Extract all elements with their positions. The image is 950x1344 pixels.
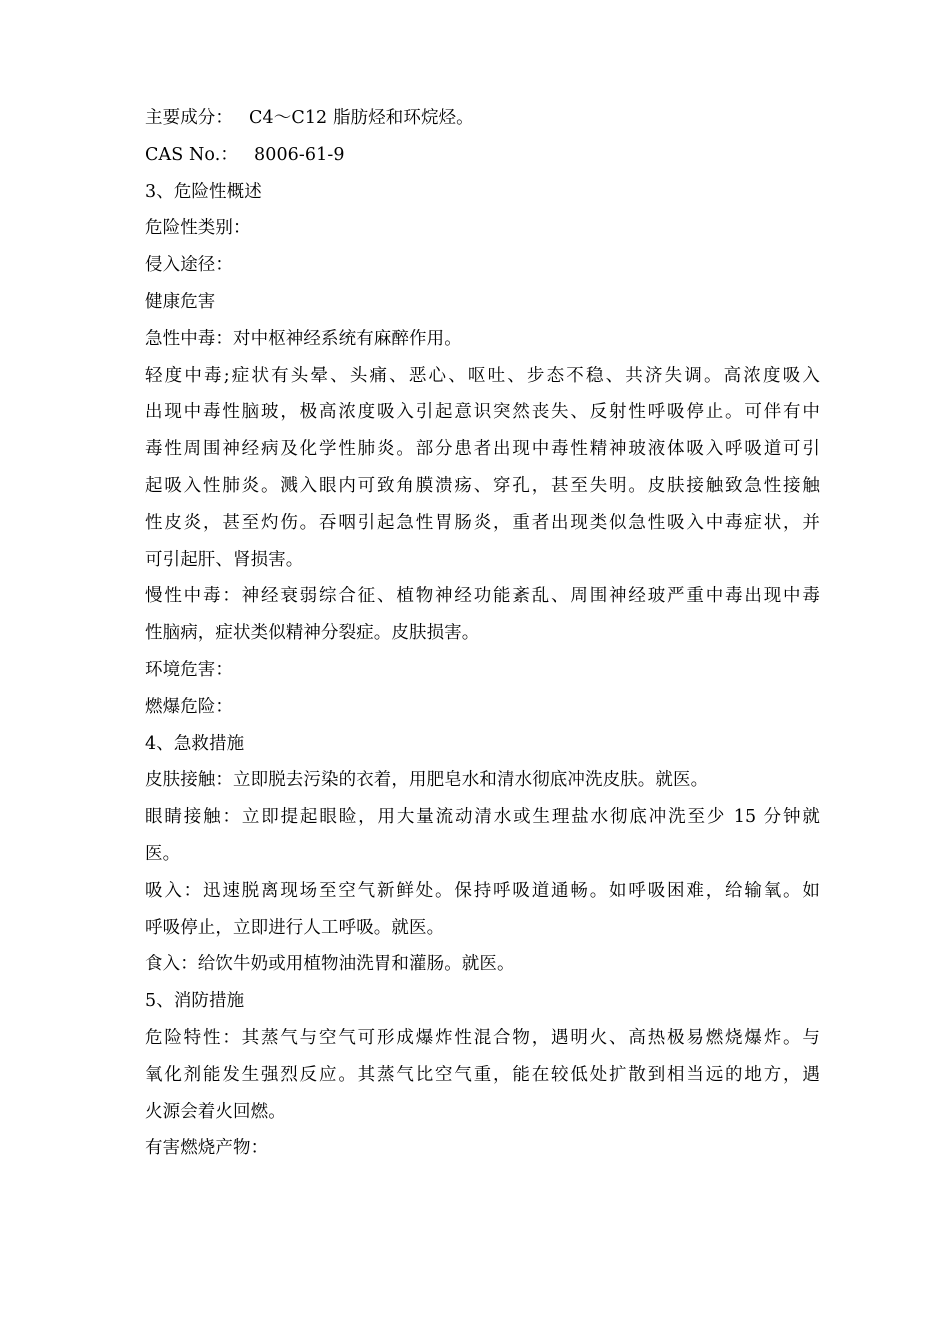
ingestion: 食入：给饮牛奶或用植物油洗胃和灌肠。就医。: [145, 954, 515, 975]
document-page: [145, 100, 820, 1167]
explosion-hazard: 燃爆危险：: [145, 696, 233, 717]
combustion-products: 有害燃烧产物：: [145, 1138, 269, 1159]
mild-poisoning-line: 轻度中毒;症状有头晕、头痛、恶心、呕吐、步态不稳、共济失调。高浓度吸入: [145, 365, 820, 386]
cas-label: CAS No.：: [145, 144, 238, 165]
skin-contact: 皮肤接触：立即脱去污染的衣着，用肥皂水和清水彻底冲洗皮肤。就医。: [145, 770, 709, 791]
mild-poisoning-line: 出现中毒性脑玻，极高浓度吸入引起意识突然丧失、反射性呼吸停止。可伴有中: [145, 402, 820, 423]
eye-contact-line: 医。: [145, 843, 181, 864]
cas-value: 8006-61-9: [253, 144, 345, 165]
cas-line: [145, 137, 820, 174]
fire-hazard-line: 火源会着火回燃。: [145, 1101, 286, 1122]
fire-hazard-line: 氧化剂能发生强烈反应。其蒸气比空气重，能在较低处扩散到相当远的地方，遇: [145, 1064, 820, 1085]
mild-poisoning-line: 性皮炎，甚至灼伤。吞咽引起急性胃肠炎，重者出现类似急性吸入中毒症状，并: [145, 512, 820, 533]
main-ingredient-line: [145, 100, 820, 137]
mild-poisoning-line: 毒性周围神经病及化学性肺炎。部分患者出现中毒性精神玻液体吸入呼吸道可引: [145, 439, 820, 460]
hazard-category: 危险性类别：: [145, 218, 251, 239]
main-ingredient-value: C4～C12 脂肪烃和环烷烃。: [249, 108, 474, 128]
health-hazard: 健康危害: [145, 291, 216, 312]
section-4-title: 4、急救措施: [145, 733, 245, 754]
entry-route: 侵入途径：: [145, 255, 233, 276]
section-3-title: 3、危险性概述: [145, 181, 262, 202]
fire-hazard-line: 危险特性：其蒸气与空气可形成爆炸性混合物，遇明火、高热极易燃烧爆炸。与: [145, 1027, 820, 1048]
main-ingredient-label: 主要成分：: [145, 108, 233, 128]
inhalation-line: 吸入：迅速脱离现场至空气新鲜处。保持呼吸道通畅。如呼吸困难，给输氧。如: [145, 880, 820, 901]
section-5-title: 5、消防措施: [145, 991, 245, 1012]
acute-poisoning: 急性中毒：对中枢神经系统有麻醉作用。: [145, 328, 462, 349]
eye-contact-line: 眼睛接触：立即提起眼睑，用大量流动清水或生理盐水彻底冲洗至少 15 分钟就: [145, 807, 820, 828]
environmental-hazard: 环境危害：: [145, 659, 233, 680]
mild-poisoning-line: 可引起肝、肾损害。: [145, 549, 304, 570]
chronic-poisoning-line: 性脑病，症状类似精神分裂症。皮肤损害。: [145, 623, 480, 644]
chronic-poisoning-line: 慢性中毒：神经衰弱综合征、植物神经功能紊乱、周围神经玻严重中毒出现中毒: [145, 586, 820, 607]
mild-poisoning-line: 起吸入性肺炎。溅入眼内可致角膜溃疡、穿孔，甚至失明。皮肤接触致急性接触: [145, 475, 820, 496]
inhalation-line: 呼吸停止，立即进行人工呼吸。就医。: [145, 917, 445, 938]
